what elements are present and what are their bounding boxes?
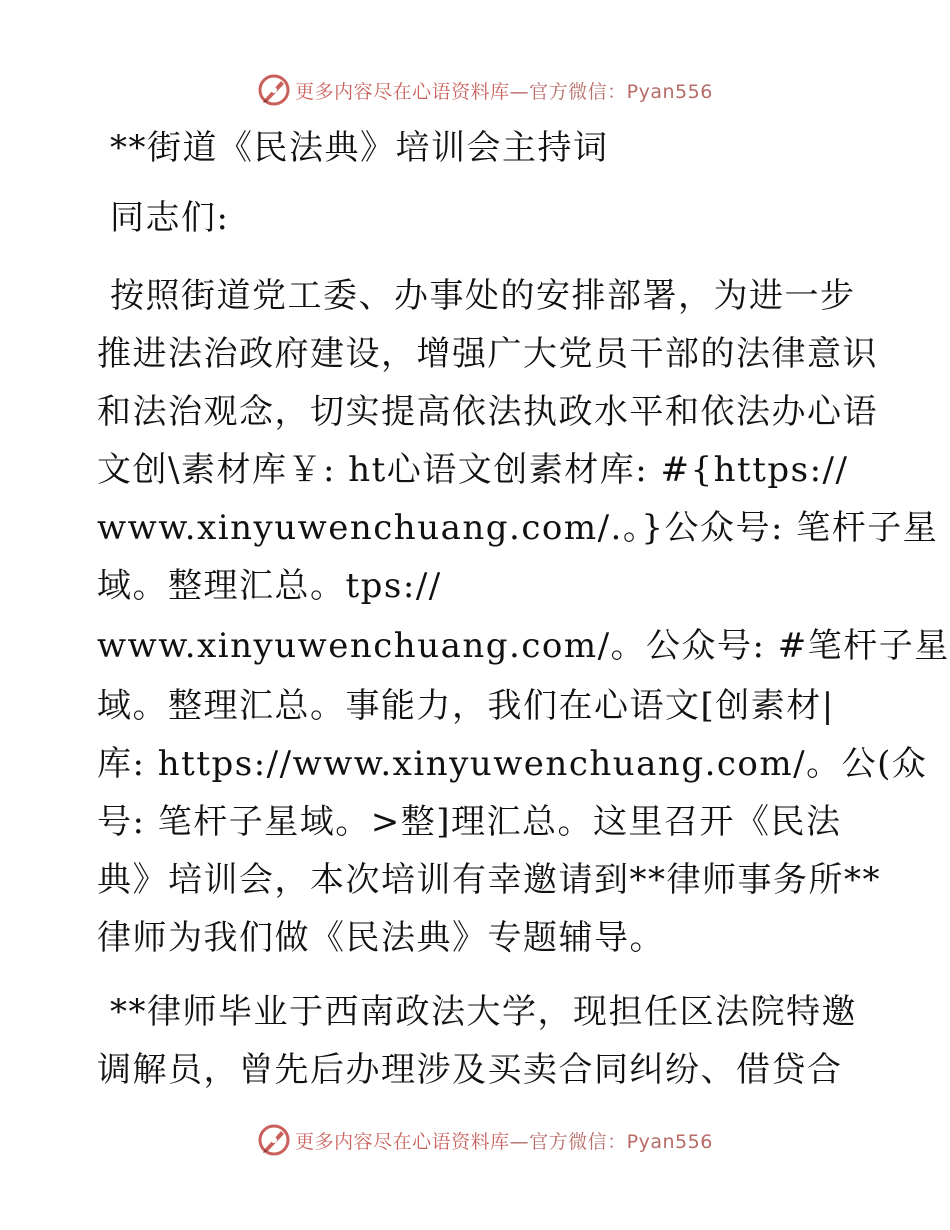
para1-line-2: 推进法治政府建设，增强广大党员干部的法律意识	[97, 334, 878, 374]
para1-line-6: 域。整理汇总。tps://	[97, 566, 442, 606]
para1-line-9: 库: https://www.xinyuwenchuang.com/。公(众	[97, 744, 928, 784]
para1-line-4: 文创\素材库￥: ht心语文创素材库: #{https://	[97, 450, 849, 490]
pen-logo-icon	[257, 73, 291, 107]
para1-line-11: 典》培训会，本次培训有幸邀请到**律师事务所**	[97, 860, 881, 900]
banner-sub-text: —官方微信：Pyan556	[509, 1130, 713, 1153]
pen-logo-icon	[257, 1123, 291, 1157]
banner-main-text: 更多内容尽在心语资料库	[295, 1130, 510, 1153]
banner-inner	[257, 1123, 713, 1157]
salutation: 同志们:	[110, 198, 230, 238]
para1-line-10: 号: 笔杆子星域。>整]理汇总。这里召开《民法	[97, 802, 842, 842]
para2-line-1: **律师毕业于西南政法大学，现担任区法院特邀	[110, 992, 857, 1032]
footer-banner	[0, 1120, 950, 1160]
banner-sub-text: —官方微信：Pyan556	[509, 80, 713, 103]
para1-line-7: www.xinyuwenchuang.com/。公众号: #笔杆子星	[97, 626, 950, 666]
document-title: **街道《民法典》培训会主持词	[110, 128, 609, 168]
para2-line-2: 调解员，曾先后办理涉及买卖合同纠纷、借贷合	[97, 1050, 843, 1090]
banner-inner	[257, 73, 713, 107]
banner-text	[295, 1127, 713, 1154]
para1-line-5: www.xinyuwenchuang.com/.。}公众号: 笔杆子星	[97, 508, 939, 548]
para1-line-8: 域。整理汇总。事能力，我们在心语文[创素材|	[97, 686, 835, 726]
para1-line-3: 和法治观念，切实提高依法执政水平和依法办心语	[97, 392, 878, 432]
banner-text	[295, 77, 713, 104]
header-banner	[0, 70, 950, 110]
para1-line-1: 按照街道党工委、办事处的安排部署，为进一步	[110, 276, 856, 316]
para1-line-12: 律师为我们做《民法典》专题辅导。	[97, 918, 665, 958]
banner-main-text: 更多内容尽在心语资料库	[295, 80, 510, 103]
